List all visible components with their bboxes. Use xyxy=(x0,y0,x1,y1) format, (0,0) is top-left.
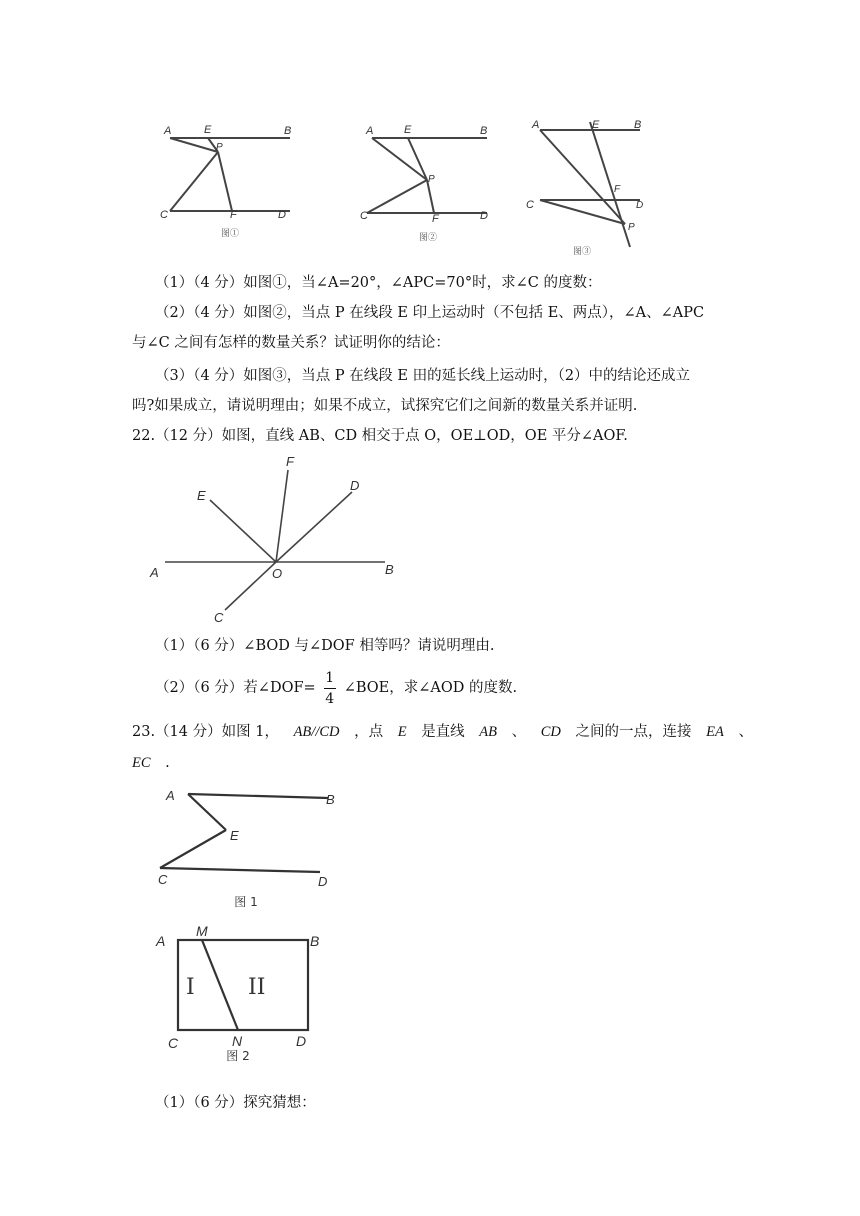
q22-figure xyxy=(140,450,410,630)
point-label: E xyxy=(197,488,206,503)
point-label: B xyxy=(480,125,488,137)
point-label: B xyxy=(310,933,320,949)
point-label: C xyxy=(160,209,168,221)
figure-caption: 图① xyxy=(220,229,240,239)
q22-part2-before: （2）（6 分）若∠DOF= xyxy=(155,680,316,696)
point-label: F xyxy=(614,184,621,195)
label: A xyxy=(164,125,172,137)
q23-part1: （1）（6 分）探究猜想： xyxy=(155,1095,316,1111)
q21-part2-line1: （2）（4 分）如图②，当点 P 在线段 E 印上运动时（不包括 E、两点），∠A、∠APC xyxy=(155,305,705,321)
point-label: B xyxy=(284,125,292,137)
q23-figure-1 xyxy=(148,782,348,912)
point-label: C xyxy=(526,199,534,211)
point-label: A xyxy=(366,125,374,137)
point-label: C xyxy=(360,210,368,222)
q21-part3-line2: 吗?如果成立，请说明理由；如果不成立，试探究它们之间新的数量关系并证明. xyxy=(132,398,638,414)
point-label: B xyxy=(385,562,394,577)
q21-part1: （1）（4 分）如图①，当∠A=20°，∠APC=70°时，求∠C 的度数： xyxy=(155,275,602,291)
figure-caption: 图 1 xyxy=(234,895,258,909)
q22-part1: （1）（6 分）∠BOD 与∠DOF 相等吗？请说明理由. xyxy=(155,638,495,654)
point-label: P xyxy=(428,174,435,185)
point-label: E xyxy=(592,119,600,131)
figure-caption: 图 2 xyxy=(226,1049,250,1062)
point-label: B xyxy=(634,119,642,131)
point-label: O xyxy=(272,566,283,581)
fraction-denominator: 4 xyxy=(325,690,335,707)
figure-caption: 图② xyxy=(418,233,438,243)
point-label: F xyxy=(432,213,439,225)
point-label: A xyxy=(166,788,175,803)
fraction-numerator: 1 xyxy=(325,669,335,686)
q21-part3-line1: （3）（4 分）如图③，当点 P 在线段 E 田的延长线上运动时，（2）中的结论还成立 xyxy=(155,368,691,384)
q23-stem-line1: 23.（14 分）如图 1， AB//CD ，点 E 是直线 AB 、 CD 之间的一点，连接 EA 、 xyxy=(132,724,753,740)
point-label: B xyxy=(326,792,335,807)
point-label: A xyxy=(150,565,159,580)
point-label: E xyxy=(204,124,212,136)
point-label: D xyxy=(480,210,488,222)
figure-3 xyxy=(520,112,670,262)
math-point-e: E xyxy=(397,724,407,740)
point-label: F xyxy=(286,454,294,469)
fraction xyxy=(324,670,336,707)
point-label: N xyxy=(232,1033,243,1049)
q23-stem-line2: EC . xyxy=(132,755,170,771)
q22-part2 xyxy=(155,668,517,708)
figure-2 xyxy=(352,118,502,248)
point-label: I xyxy=(186,975,195,1000)
q21-part2-line2: 与∠C 之间有怎样的数量关系？试证明你的结论： xyxy=(132,335,450,351)
q22-part2-after: ∠BOE，求∠AOD 的度数. xyxy=(343,680,518,696)
point-label: D xyxy=(350,478,360,493)
point-label: D xyxy=(636,200,644,211)
figure-caption: 图③ xyxy=(572,247,592,257)
math-line-ab: AB xyxy=(479,724,498,740)
math-seg-ec: EC xyxy=(132,755,151,771)
q22-stem: 22.（12 分）如图，直线 AB、CD 相交于点 O，OE⊥OD，OE 平分∠AOF. xyxy=(132,428,628,444)
point-label: A xyxy=(532,119,540,131)
point-label: M xyxy=(196,923,208,939)
point-label: A xyxy=(156,933,166,949)
point-label: C xyxy=(158,872,168,887)
point-label: E xyxy=(230,828,239,843)
point-label: II xyxy=(248,975,266,1000)
point-label: E xyxy=(404,124,412,136)
point-label: C xyxy=(214,610,224,625)
math-ab-parallel-cd: AB//CD xyxy=(293,724,340,740)
math-line-cd: CD xyxy=(540,724,561,740)
point-label: P xyxy=(628,222,635,233)
q23-figure-2 xyxy=(150,922,350,1062)
figure-1 xyxy=(150,118,300,248)
point-label: F xyxy=(230,209,237,221)
point-label: C xyxy=(168,1035,179,1051)
fraction-bar xyxy=(324,688,336,689)
point-label: D xyxy=(278,209,286,221)
point-label: P xyxy=(216,142,223,153)
math-seg-ea: EA xyxy=(706,724,724,740)
point-label: D xyxy=(318,874,328,889)
point-label: D xyxy=(296,1033,307,1049)
